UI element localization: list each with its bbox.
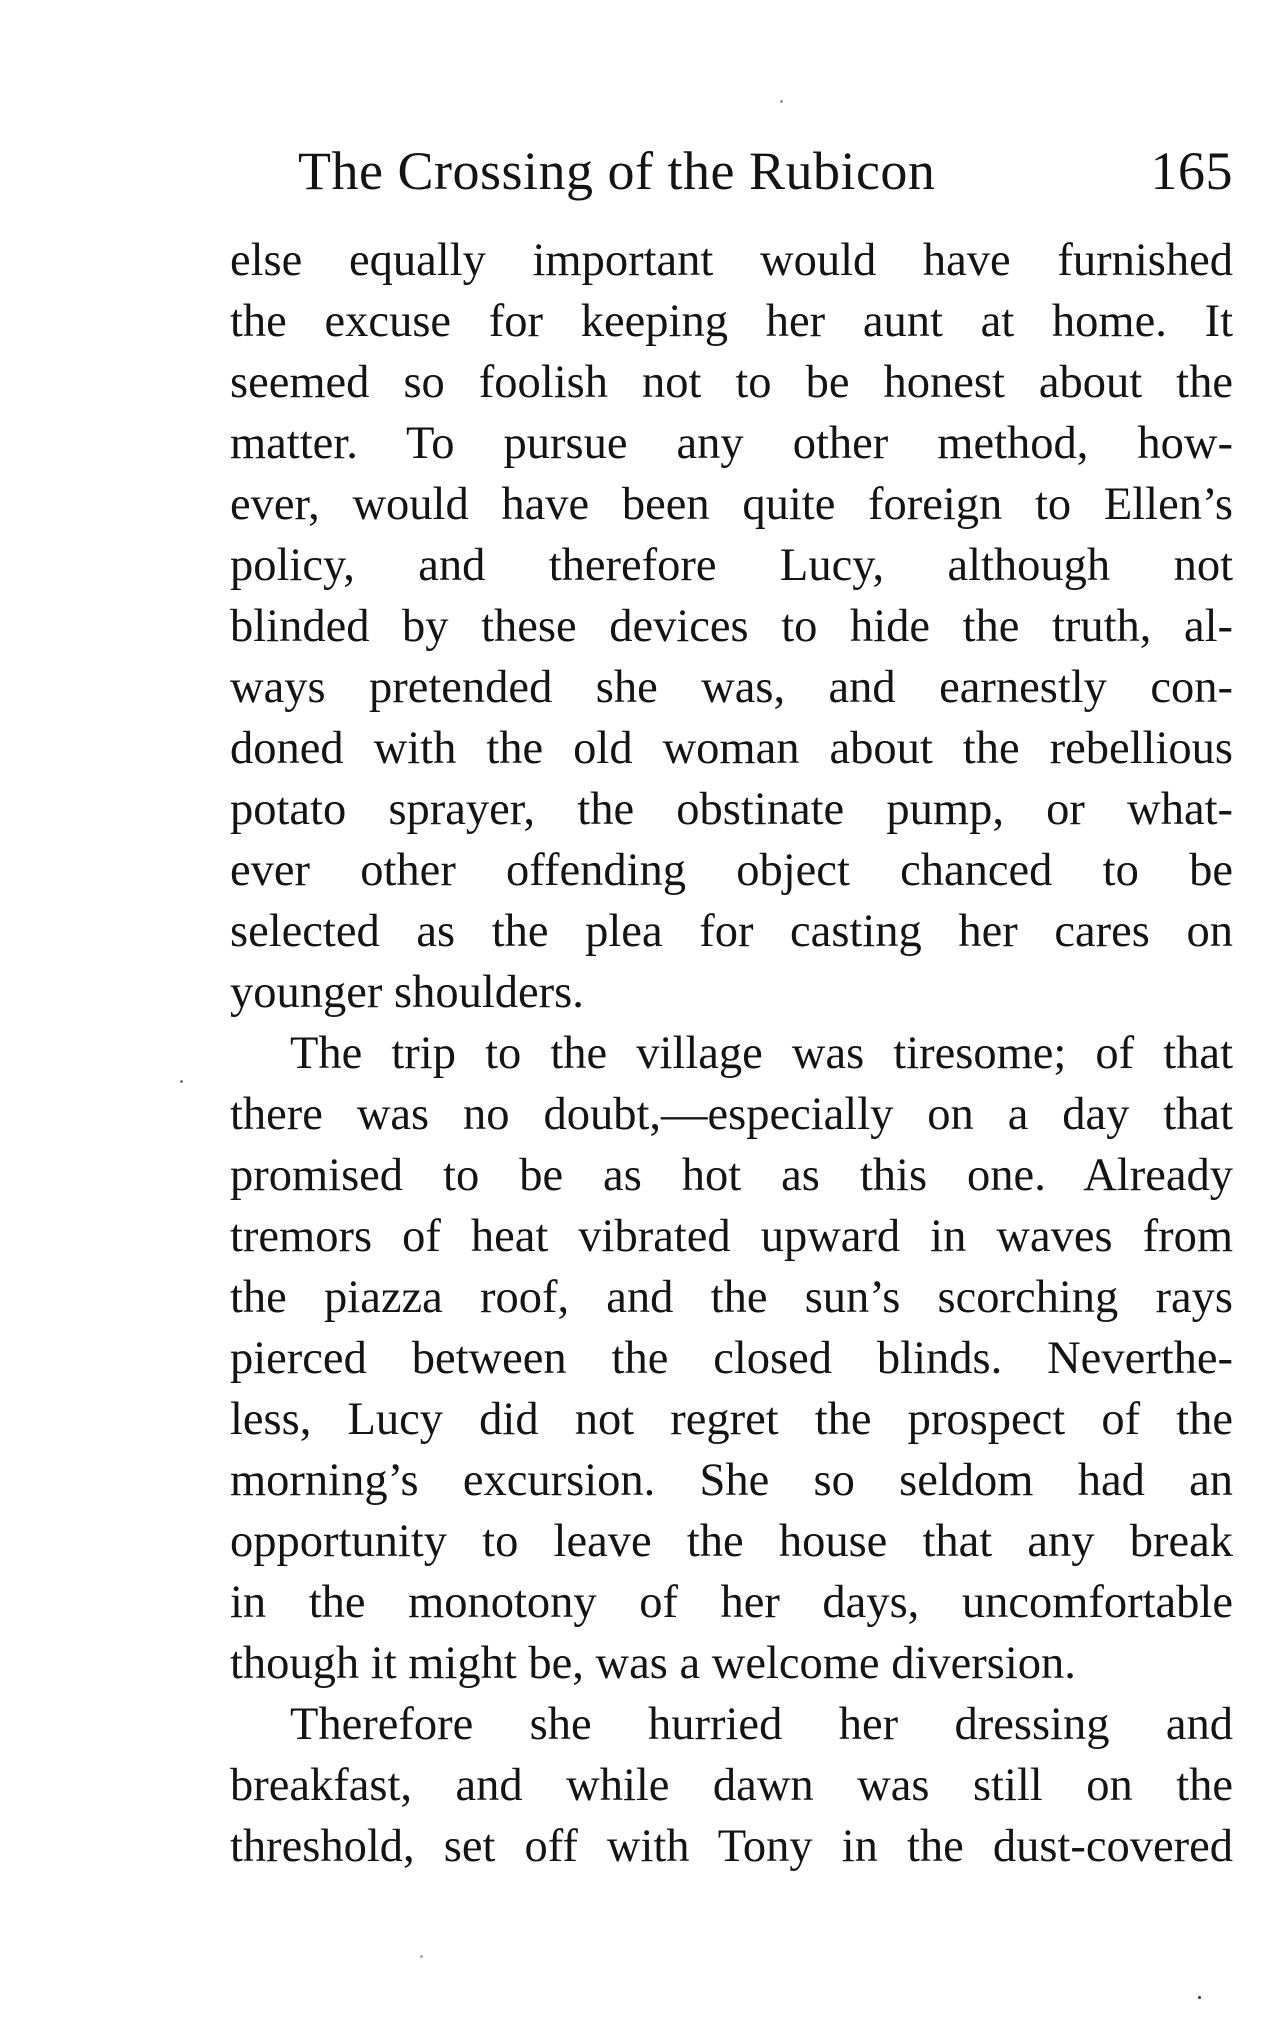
text-line: threshold, set off with Tony in the dust-covered [230,1821,1233,1872]
text-line: ever, would have been quite foreign to Ellen’s [230,479,1233,530]
text-line: opportunity to leave the house that any break [230,1516,1233,1567]
text-line: selected as the plea for casting her cares on [230,906,1233,957]
scan-speck [180,1080,183,1083]
text-line: seemed so foolish not to be honest about the [230,357,1233,408]
body-text [230,230,1233,1877]
text-line: doned with the old woman about the rebellious [230,723,1233,774]
text-line: Therefore she hurried her dressing and [290,1699,1233,1750]
text-line: less, Lucy did not regret the prospect of the [230,1394,1233,1445]
text-line: policy, and therefore Lucy, although not [230,540,1233,591]
text-line: The trip to the village was tiresome; of that [290,1028,1233,1079]
text-line: morning’s excursion. She so seldom had an [230,1455,1233,1506]
running-head [298,136,1233,206]
text-line: matter. To pursue any other method, how- [230,418,1233,469]
text-line: pierced between the closed blinds. Neverthe- [230,1333,1233,1384]
text-line: ever other offending object chanced to be [230,845,1233,896]
text-line: promised to be as hot as this one. Already [230,1150,1233,1201]
text-line: there was no doubt,—especially on a day that [230,1089,1233,1140]
scan-speck [780,100,783,103]
text-line: younger shoulders. [230,967,584,1018]
text-line: the piazza roof, and the sun’s scorching rays [230,1272,1233,1323]
scan-speck [420,1955,423,1958]
text-line: else equally important would have furnished [230,235,1233,286]
text-line: potato sprayer, the obstinate pump, or what- [230,784,1233,835]
page-number: 165 [1150,141,1233,201]
text-line: though it might be, was a welcome diversion. [230,1638,1076,1689]
text-line: breakfast, and while dawn was still on the [230,1760,1233,1811]
text-line: blinded by these devices to hide the truth, al- [230,601,1233,652]
text-line: ways pretended she was, and earnestly con- [230,662,1233,713]
scan-speck [1198,1996,1201,1999]
text-line: the excuse for keeping her aunt at home. It [230,296,1233,347]
chapter-title: The Crossing of the Rubicon [298,141,936,201]
text-line: tremors of heat vibrated upward in waves from [230,1211,1233,1262]
text-line: in the monotony of her days, uncomfortable [230,1577,1233,1628]
